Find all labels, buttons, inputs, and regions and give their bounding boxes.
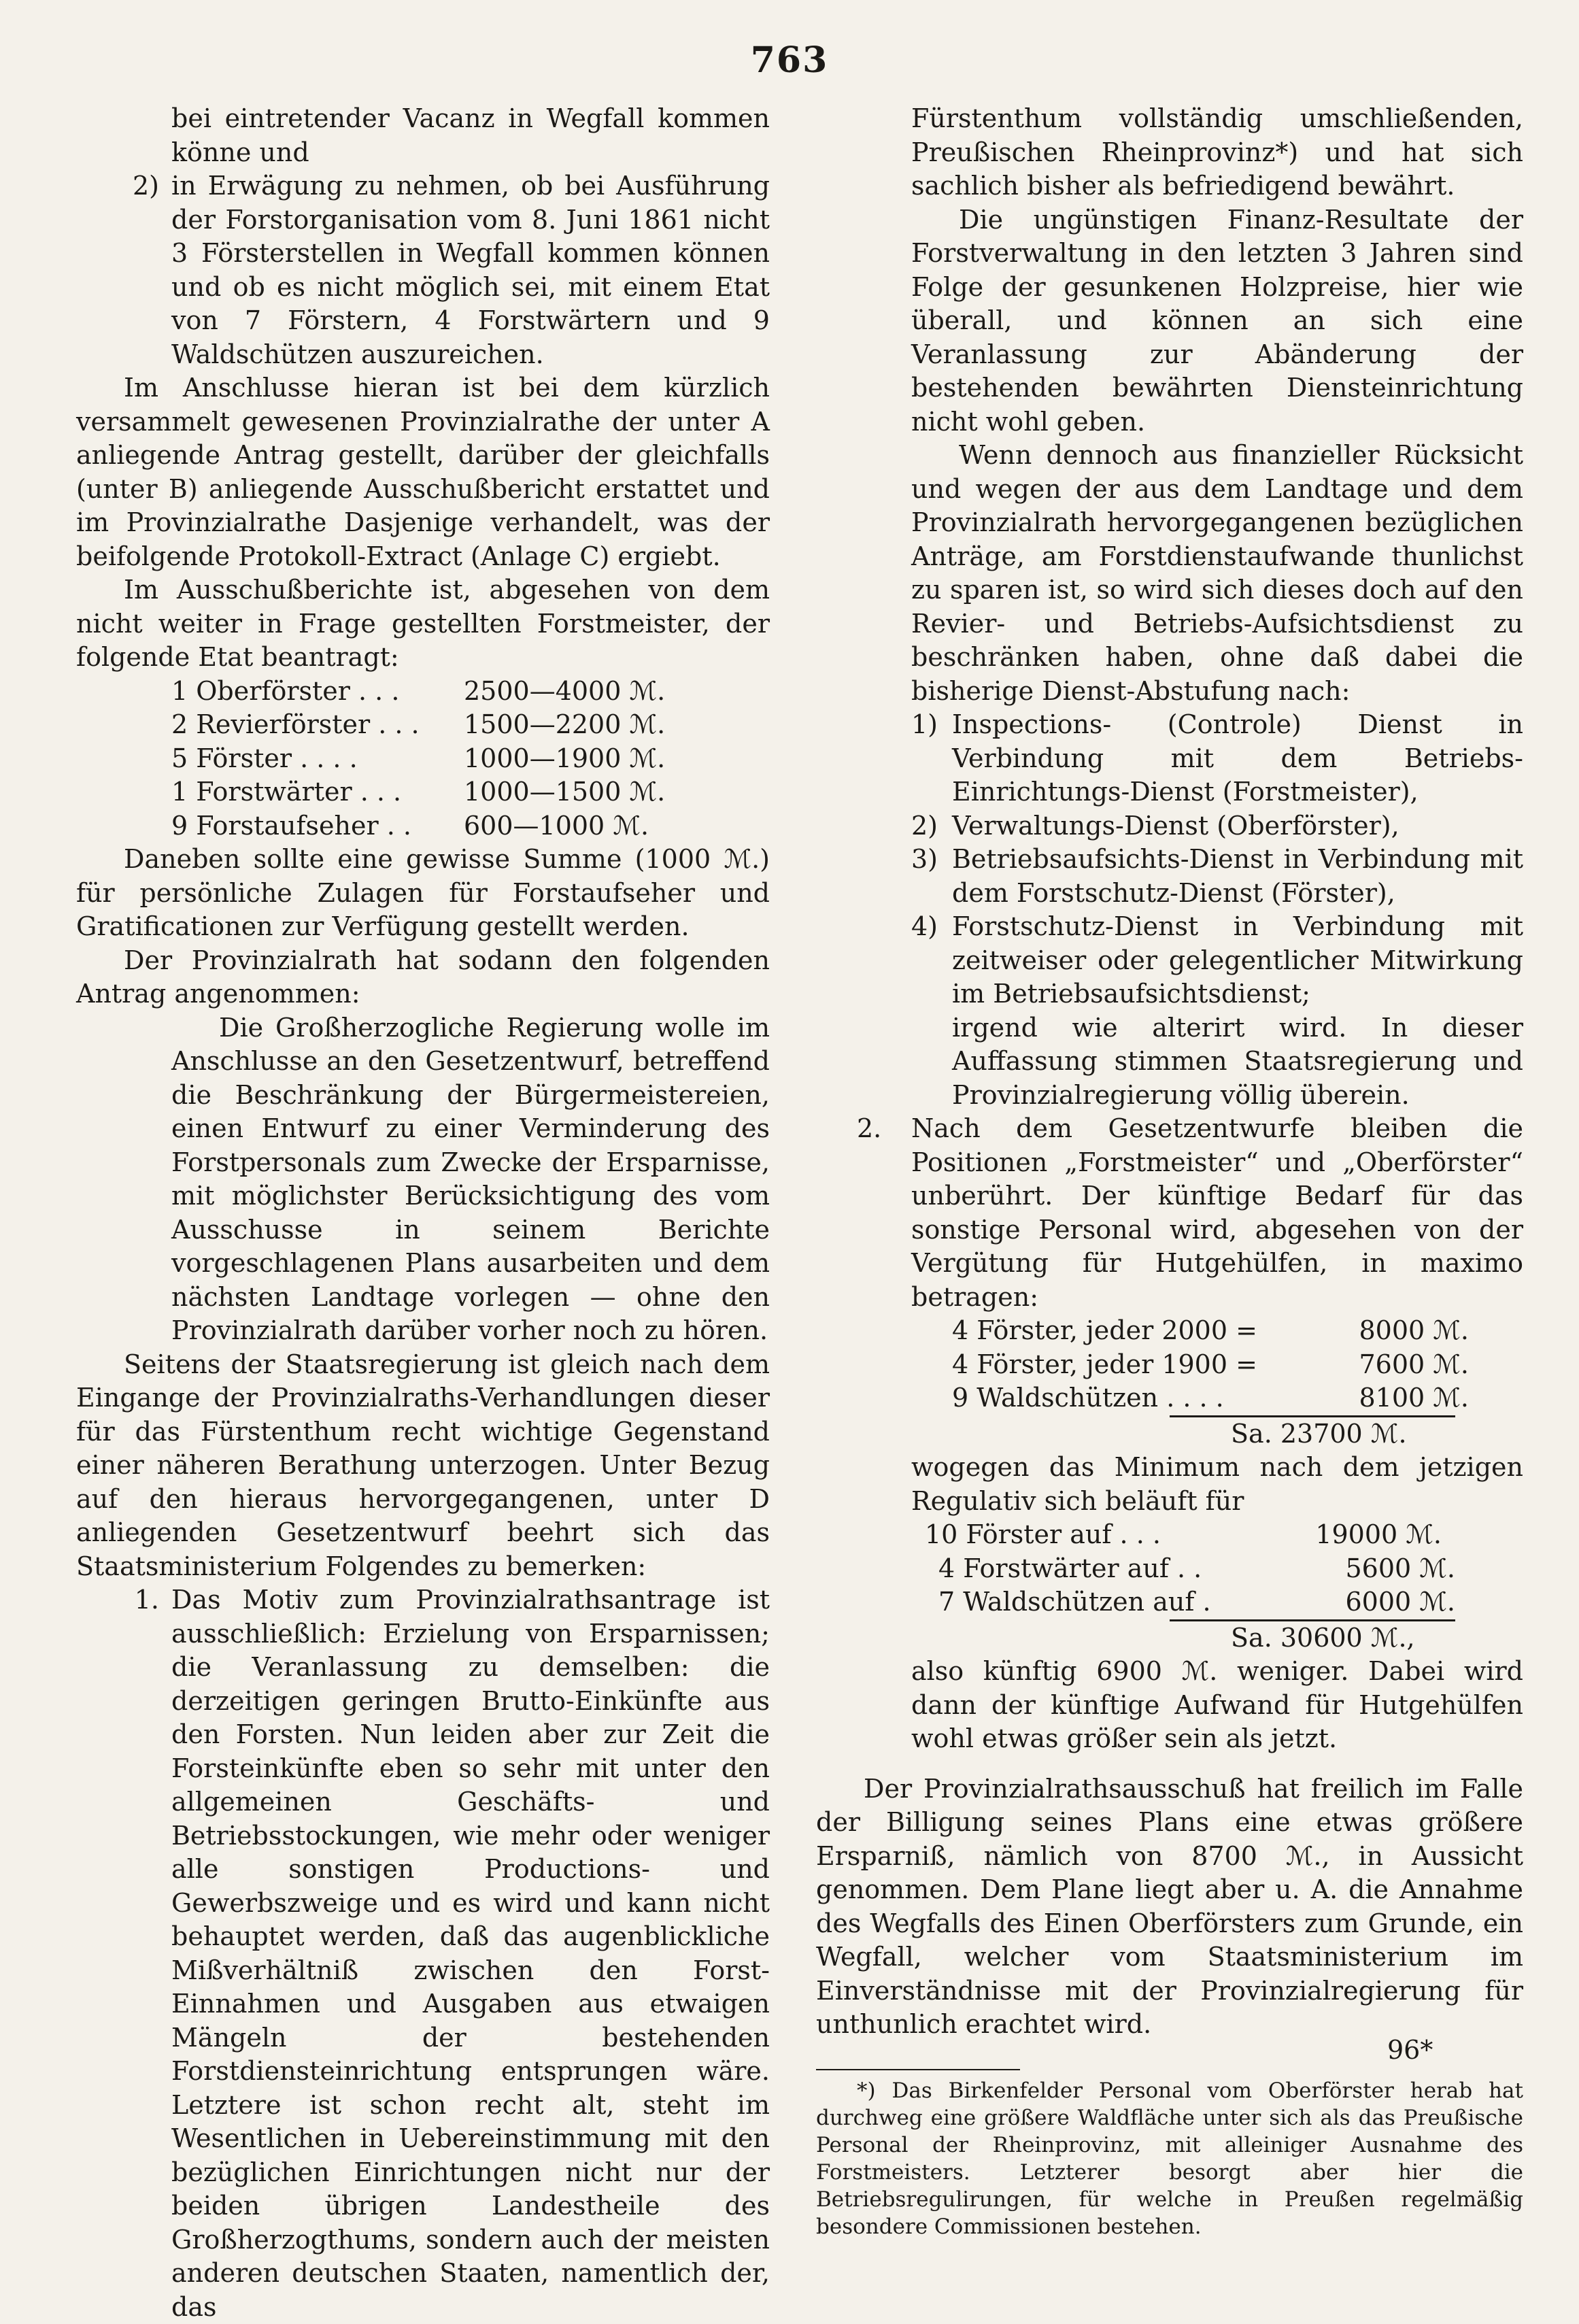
footnote-rule: [816, 2069, 1020, 2070]
item-text: Inspections- (Controle) Dienst in Verbindung mit dem Betriebs-Einrichtungs-Dienst (Forstmeister),: [952, 709, 1523, 807]
etat-row: [171, 708, 770, 742]
service-list: [816, 708, 1523, 1011]
calc-row: [911, 1381, 1523, 1415]
etat-row: [171, 675, 770, 709]
etat-amount: 1000—1500 ℳ.: [464, 777, 666, 807]
sheet-signature: 96*: [1387, 2035, 1433, 2065]
item-number: 2): [911, 810, 938, 841]
etat-table: [171, 675, 770, 843]
etat-row: [171, 775, 770, 809]
list-item: [911, 910, 1523, 1011]
etat-row: [171, 742, 770, 776]
list-item: [911, 809, 1523, 843]
calc-row: [911, 1585, 1523, 1619]
numbered-item: [76, 1583, 770, 2324]
calc-row: [911, 1348, 1523, 1382]
calc-row: [911, 1314, 1523, 1348]
calc-amount: 8100 ℳ.: [1359, 1383, 1469, 1413]
calc-amount: 8000 ℳ.: [1359, 1315, 1469, 1345]
cost-calculation-max: [911, 1314, 1523, 1451]
calc-row: [911, 1518, 1523, 1552]
paragraph: Der Provinzialrath hat sodann den folgenden Antrag angenommen:: [76, 945, 770, 1009]
paragraph: irgend wie alterirt wird. In dieser Auffassung stimmen Staatsregierung und Provinzialregierung völlig überein.: [952, 1012, 1523, 1110]
item-number: 2): [132, 171, 159, 201]
right-column: [816, 102, 1523, 2240]
calc-sum: Sa. 23700 ℳ.: [1231, 1418, 1407, 1449]
etat-position: 2 Revierförster . . .: [171, 709, 420, 739]
item-text: in Erwägung zu nehmen, ob bei Ausführung der Forstorganisation vom 8. Juni 1861 nicht 3 Försterstellen in Wegfall kommen können und ob es nicht möglich sei, mit einem Etat von 7 Förstern, 4 Forstwärtern und 9 Waldschützen auszureichen.: [171, 171, 770, 369]
etat-position: 5 Förster . . . .: [171, 743, 358, 773]
etat-position: 1 Oberförster . . .: [171, 675, 400, 706]
calc-desc: 7 Waldschützen auf .: [938, 1587, 1211, 1617]
etat-position: 9 Forstaufseher . .: [171, 810, 411, 841]
calc-desc: 4 Förster, jeder 1900 =: [952, 1349, 1257, 1379]
calc-desc: 4 Förster, jeder 2000 =: [952, 1315, 1257, 1345]
etat-amount: 1500—2200 ℳ.: [464, 709, 666, 739]
footnote: *) Das Birkenfelder Personal vom Oberförster herab hat durchweg eine größere Waldfläche unter sich als das Preußische Personal der Rheinprovinz, mit alleiniger Ausnahme des Forstmeisters. Letzterer besorgt aber hier die Betriebsregulirungen, für welche in Preußen regelmäßig besondere Commissionen bestehen.: [816, 2078, 1523, 2239]
etat-position: 1 Forstwärter . . .: [171, 777, 402, 807]
paragraph: Fürstenthum vollständig umschließenden, Preußischen Rheinprovinz*) und hat sich sachlich bisher als befriedigend bewährt.: [911, 103, 1523, 201]
etat-amount: 600—1000 ℳ.: [464, 810, 649, 841]
numbered-item: [816, 1112, 1523, 1314]
calc-amount: 6000 ℳ.: [1345, 1587, 1455, 1617]
item-text: Forstschutz-Dienst in Verbindung mit zeitweiser oder gelegentlicher Mitwirkung im Betriebsaufsichtsdienst;: [952, 911, 1523, 1009]
paragraph: Wenn dennoch aus finanzieller Rücksicht und wegen der aus dem Landtage und dem Provinzialrath hervorgegangenen bezüglichen Anträge, am Forstdienstaufwande thunlichst zu sparen ist, so wird sich dieses doch auf den Revier- und Betriebs-Aufsichtsdienst zu beschränken haben, ohne daß dabei die bisherige Dienst-Abstufung nach:: [911, 440, 1523, 706]
item-text: Betriebsaufsichts-Dienst in Verbindung mit dem Forstschutz-Dienst (Förster),: [952, 844, 1523, 908]
calc-amount: 19000 ℳ.: [1315, 1519, 1442, 1549]
paragraph: Die ungünstigen Finanz-Resultate der Forstverwaltung in den letzten 3 Jahren sind Folge der gesunkenen Holzpreise, hier wie überall, und können an sich eine Veranlassung zur Abänderung der bestehenden bewährten Diensteinrichtung nicht wohl geben.: [911, 204, 1523, 437]
calc-desc: 10 Förster auf . . .: [925, 1519, 1161, 1549]
calc-amount: 5600 ℳ.: [1345, 1553, 1455, 1583]
numbered-item: [76, 169, 770, 371]
list-item: [911, 843, 1523, 910]
calc-desc: 4 Forstwärter auf . .: [938, 1553, 1202, 1583]
etat-amount: 2500—4000 ℳ.: [464, 675, 666, 706]
item-number: 2.: [857, 1113, 882, 1143]
item-number: 3): [911, 844, 938, 874]
list-item: [911, 708, 1523, 809]
item-text: Nach dem Gesetzentwurfe bleiben die Positionen „Forstmeister“ und „Oberförster“ unberührt. Der künftige Bedarf für das sonstige Personal wird, abgesehen von der Vergütung für Hutgehülfen, in maximo betragen:: [911, 1113, 1523, 1312]
paragraph: Seitens der Staatsregierung ist gleich nach dem Eingange der Provinzialraths-Verhandlungen dieser für das Fürstenthum recht wichtige Gegenstand einer näheren Berathung unterzogen. Unter Bezug auf den hieraus hervorgegangenen, unter D anliegenden Gesetzentwurf beehrt sich das Staatsministerium Folgendes zu bemerken:: [76, 1349, 770, 1581]
quoted-motion: Die Großherzogliche Regierung wolle im Anschlusse an den Gesetzentwurf, betreffend die Beschränkung der Bürgermeistereien, einen Entwurf zu einer Verminderung des Forstpersonals zum Zwecke der Ersparnisse, mit möglichster Berücksichtigung des vom Ausschusse in seinem Berichte vorgeschlagenen Plans ausarbeiten und dem nächsten Landtage vorlegen — ohne den Provinzialrath darüber vorher noch zu hören.: [171, 1012, 770, 1345]
paragraph: Der Provinzialrathsausschuß hat freilich im Falle der Billigung seines Plans eine etwas größere Ersparniß, nämlich von 8700 ℳ., in Aussicht genommen. Dem Plane liegt aber u. A. die Annahme des Wegfalls des Einen Oberförsters zum Grunde, ein Wegfall, welcher vom Staatsministerium im Einverständnisse mit der Provinzialregierung für unthunlich erachtet wird.: [816, 1773, 1523, 2039]
calc-row: [911, 1552, 1523, 1586]
calc-desc: 9 Waldschützen . . . .: [952, 1383, 1224, 1413]
paragraph: bei eintretender Vacanz in Wegfall kommen könne und: [171, 103, 770, 167]
item-number: 1.: [134, 1585, 159, 1615]
paragraph: wogegen das Minimum nach dem jetzigen Regulativ sich beläuft für: [911, 1452, 1523, 1516]
item-number: 1): [911, 709, 938, 739]
item-number: 4): [911, 911, 938, 941]
paragraph: also künftig 6900 ℳ. weniger. Dabei wird dann der künftige Aufwand für Hutgehülfen wohl etwas größer sein als jetzt.: [911, 1656, 1523, 1753]
calc-sum: Sa. 30600 ℳ.,: [1231, 1622, 1415, 1653]
calc-amount: 7600 ℳ.: [1359, 1349, 1469, 1379]
paragraph: Im Ausschußberichte ist, abgesehen von dem nicht weiter in Frage gestellten Forstmeister, der folgende Etat beantragt:: [76, 575, 770, 672]
paragraph: Im Anschlusse hieran ist bei dem kürzlich versammelt gewesenen Provinzialrathe der unter A anliegende Antrag gestellt, darüber der gleichfalls (unter B) anliegende Ausschußbericht erstattet und im Provinzialrathe Dasjenige verhandelt, was der beifolgende Protokoll-Extract (Anlage C) ergiebt.: [76, 373, 770, 571]
paragraph: Daneben sollte eine gewisse Summe (1000 ℳ.) für persönliche Zulagen für Forstaufseher und Gratificationen zur Verfügung gestellt werden.: [76, 844, 770, 941]
left-column: [76, 102, 770, 2324]
item-text: Das Motiv zum Provinzialrathsantrage ist ausschließlich: Erzielung von Ersparnissen; die Veranlassung zu demselben: die derzeitigen geringen Brutto-Einkünfte aus den Forsten. Nun leiden aber zur Zeit die Forsteinkünfte eben so sehr mit unter den allgemeinen Geschäfts- und Betriebsstockungen, wie mehr oder weniger alle sonstigen Productions- und Gewerbszweige und es wird und kann nicht behauptet werden, daß das augenblickliche Mißverhältniß zwischen den Forst-Einnahmen und Ausgaben aus etwaigen Mängeln der bestehenden Forstdiensteinrichtung entsprungen wäre. Letztere ist schon recht alt, steht im Wesentlichen in Uebereinstimmung mit den bezüglichen Einrichtungen nicht nur der beiden übrigen Landestheile des Großherzogthums, sondern auch der meisten anderen deutschen Staaten, namentlich der, das: [171, 1585, 770, 2322]
page-number: 763: [750, 39, 829, 81]
item-text: Verwaltungs-Dienst (Oberförster),: [952, 810, 1399, 841]
etat-amount: 1000—1900 ℳ.: [464, 743, 666, 773]
etat-row: [171, 809, 770, 843]
cost-calculation-min: [911, 1518, 1523, 1655]
